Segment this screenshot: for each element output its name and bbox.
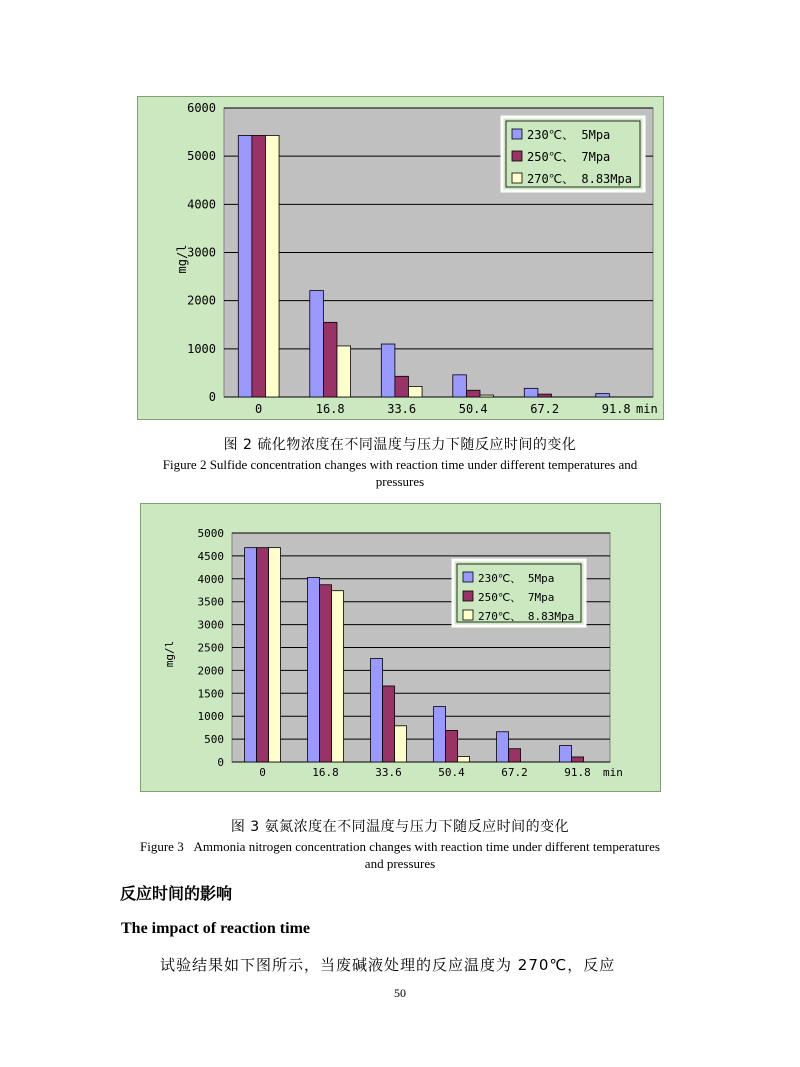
x-tick-label: 67.2 — [530, 402, 560, 416]
figure-2-caption-en: Figure 2 Sulfide concentration changes with reaction time under different temperatures and pressures — [162, 457, 638, 489]
y-tick-label: 2000 — [187, 293, 216, 308]
x-tick-label: 33.6 — [375, 766, 402, 779]
figure-2-caption-cn: 图 2 硫化物浓度在不同温度与压力下随反应时间的变化 — [223, 437, 577, 453]
bar — [509, 749, 521, 762]
legend-entry: 250℃、 7Mpa — [527, 150, 611, 164]
x-tick-label: 0 — [255, 402, 263, 416]
y-tick-label: 3000 — [187, 245, 216, 260]
bar — [381, 344, 395, 397]
bar — [269, 548, 281, 762]
bar — [538, 394, 552, 397]
bar — [572, 757, 584, 762]
y-tick-label: 3500 — [197, 595, 224, 609]
legend-entry: 250℃、 7Mpa — [478, 591, 555, 604]
figure-2-caption — [0, 434, 800, 490]
bar — [308, 577, 320, 762]
bar — [371, 658, 383, 762]
y-tick-label: 1000 — [187, 341, 216, 356]
figure-2-svg — [138, 97, 663, 419]
bar — [395, 726, 407, 762]
x-tick-label: 91.8 — [564, 766, 591, 779]
bar — [466, 390, 480, 397]
y-tick-label: 4000 — [187, 197, 216, 212]
figure-2-chart — [137, 96, 664, 420]
x-axis-label: min — [636, 402, 658, 416]
bar — [560, 746, 572, 762]
figure-3-caption-en: Figure 3 Ammonia nitrogen concentration changes with reaction time under different temperatures and pressures — [140, 839, 660, 871]
section-title-cn: 反应时间的影响 — [120, 884, 233, 903]
bar — [497, 732, 509, 762]
bar — [395, 376, 409, 397]
bar — [383, 686, 395, 762]
y-tick-label: 500 — [204, 733, 224, 747]
legend-swatch — [512, 151, 522, 161]
y-axis-label: mg/l — [163, 640, 176, 668]
bar — [245, 548, 257, 762]
bar — [453, 375, 467, 397]
legend-entry: 230℃、 5Mpa — [478, 572, 555, 585]
legend-entry: 270℃、 8.83Mpa — [478, 610, 575, 623]
y-tick-label: 2000 — [197, 664, 224, 678]
legend-swatch — [463, 610, 473, 620]
legend-swatch — [512, 173, 522, 183]
figure-3-chart — [140, 503, 661, 792]
bar — [408, 386, 422, 397]
x-tick-label: 33.6 — [387, 402, 417, 416]
y-tick-label: 5000 — [187, 149, 216, 164]
x-axis-label: min — [603, 766, 623, 779]
figure-3-caption-cn: 图 3 氨氮浓度在不同温度与压力下随反应时间的变化 — [230, 819, 570, 835]
y-tick-label: 0 — [217, 756, 224, 769]
x-tick-label: 0 — [259, 766, 266, 779]
legend-swatch — [463, 572, 473, 582]
x-tick-label: 16.8 — [315, 402, 345, 416]
bar — [446, 730, 458, 762]
bar — [238, 135, 252, 397]
bar — [332, 591, 344, 762]
bar — [310, 291, 324, 397]
figure-3-caption — [0, 816, 800, 872]
x-tick-label: 50.4 — [438, 766, 465, 779]
y-tick-label: 0 — [208, 390, 216, 404]
legend-swatch — [463, 591, 473, 601]
y-tick-label: 1000 — [197, 710, 224, 724]
bar — [252, 135, 266, 397]
figure-3-svg — [141, 504, 660, 791]
legend-entry: 230℃、 5Mpa — [527, 128, 611, 142]
x-tick-label: 91.8 — [601, 402, 631, 416]
bar — [265, 135, 279, 397]
bar — [337, 346, 351, 397]
y-tick-label: 2500 — [197, 641, 224, 655]
y-tick-label: 3000 — [197, 618, 224, 632]
y-tick-label: 6000 — [187, 101, 216, 115]
bar — [596, 394, 610, 397]
y-tick-label: 4000 — [197, 572, 224, 586]
bar — [320, 585, 332, 762]
bar — [434, 707, 446, 762]
y-tick-label: 4500 — [197, 549, 224, 563]
body-paragraph: 试验结果如下图所示，当废碱液处理的反应温度为 270℃，反应 — [160, 956, 616, 974]
legend-entry: 270℃、 8.83Mpa — [527, 172, 632, 186]
page-number: 50 — [394, 986, 406, 1000]
y-axis-label: mg/l — [175, 244, 189, 274]
legend-swatch — [512, 129, 522, 139]
bar — [257, 548, 269, 762]
y-tick-label: 5000 — [197, 527, 224, 540]
x-tick-label: 16.8 — [312, 766, 339, 779]
section-title-en: The impact of reaction time — [121, 920, 310, 937]
x-tick-label: 50.4 — [458, 402, 488, 416]
y-tick-label: 1500 — [197, 687, 224, 701]
bar — [524, 388, 538, 397]
x-tick-label: 67.2 — [501, 766, 528, 779]
bar — [480, 395, 494, 397]
bar — [323, 322, 337, 397]
bar — [458, 757, 470, 762]
